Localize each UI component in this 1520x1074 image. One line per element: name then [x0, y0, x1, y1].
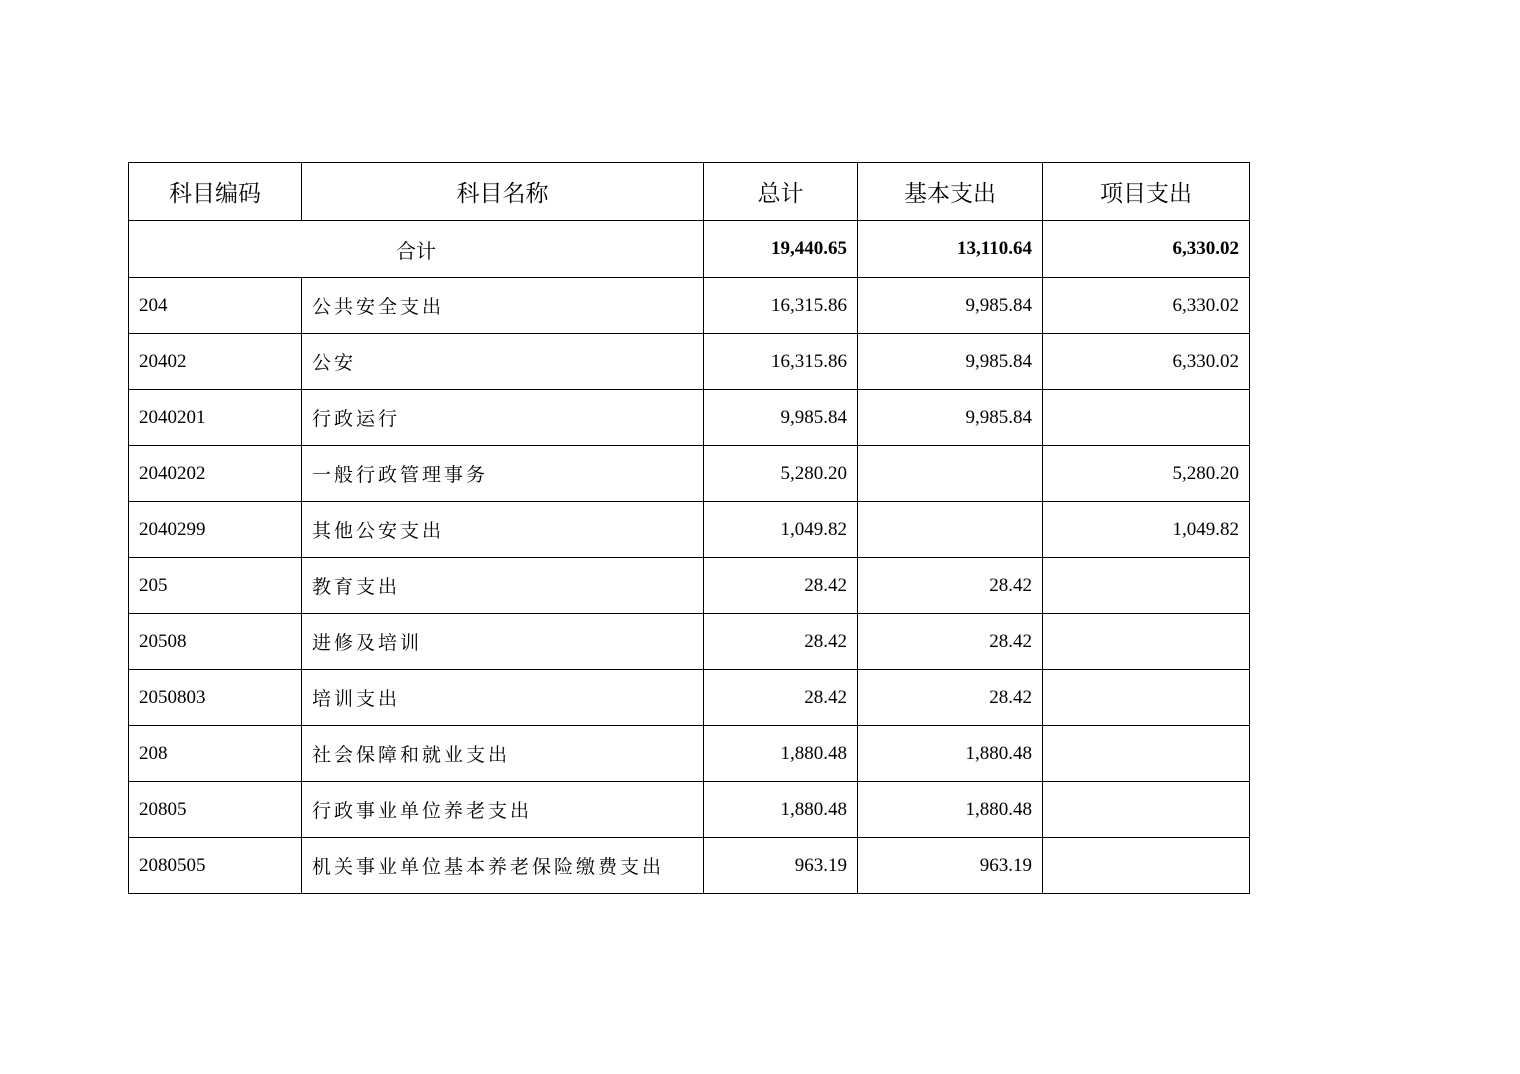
cell-total: 9,985.84	[704, 390, 858, 446]
cell-name: 行政运行	[302, 390, 704, 446]
grand-total-label: 合计	[129, 221, 704, 278]
cell-total: 963.19	[704, 838, 858, 894]
table-row	[129, 838, 1250, 894]
cell-total: 28.42	[704, 670, 858, 726]
table-row	[129, 446, 1250, 502]
cell-basic: 9,985.84	[858, 390, 1043, 446]
cell-total: 16,315.86	[704, 278, 858, 334]
cell-project	[1043, 614, 1250, 670]
cell-total: 28.42	[704, 614, 858, 670]
table-row	[129, 278, 1250, 334]
cell-name: 社会保障和就业支出	[302, 726, 704, 782]
cell-code: 2040201	[129, 390, 302, 446]
header-project: 项目支出	[1043, 163, 1250, 221]
cell-project	[1043, 782, 1250, 838]
cell-project	[1043, 390, 1250, 446]
cell-code: 208	[129, 726, 302, 782]
header-basic: 基本支出	[858, 163, 1043, 221]
cell-project	[1043, 558, 1250, 614]
cell-code: 20402	[129, 334, 302, 390]
cell-project	[1043, 726, 1250, 782]
cell-name: 公共安全支出	[302, 278, 704, 334]
table-row	[129, 390, 1250, 446]
cell-code: 2040202	[129, 446, 302, 502]
cell-basic: 9,985.84	[858, 278, 1043, 334]
cell-project: 6,330.02	[1043, 334, 1250, 390]
cell-project	[1043, 670, 1250, 726]
cell-total: 1,880.48	[704, 782, 858, 838]
cell-project: 1,049.82	[1043, 502, 1250, 558]
grand-total-total: 19,440.65	[704, 221, 858, 278]
cell-project: 5,280.20	[1043, 446, 1250, 502]
cell-name: 公安	[302, 334, 704, 390]
cell-total: 1,880.48	[704, 726, 858, 782]
cell-name: 教育支出	[302, 558, 704, 614]
cell-total: 1,049.82	[704, 502, 858, 558]
cell-name: 行政事业单位养老支出	[302, 782, 704, 838]
grand-total-project: 6,330.02	[1043, 221, 1250, 278]
cell-code: 2080505	[129, 838, 302, 894]
cell-basic	[858, 446, 1043, 502]
cell-basic: 28.42	[858, 670, 1043, 726]
cell-name: 进修及培训	[302, 614, 704, 670]
cell-total: 16,315.86	[704, 334, 858, 390]
cell-basic	[858, 502, 1043, 558]
header-name: 科目名称	[302, 163, 704, 221]
cell-basic: 28.42	[858, 614, 1043, 670]
table-row	[129, 782, 1250, 838]
cell-name: 培训支出	[302, 670, 704, 726]
cell-name: 其他公安支出	[302, 502, 704, 558]
header-total: 总计	[704, 163, 858, 221]
cell-name: 一般行政管理事务	[302, 446, 704, 502]
cell-project	[1043, 838, 1250, 894]
cell-basic: 28.42	[858, 558, 1043, 614]
cell-code: 205	[129, 558, 302, 614]
header-code: 科目编码	[129, 163, 302, 221]
table-row	[129, 726, 1250, 782]
cell-code: 204	[129, 278, 302, 334]
cell-code: 20805	[129, 782, 302, 838]
cell-basic: 963.19	[858, 838, 1043, 894]
table-row	[129, 614, 1250, 670]
grand-total-basic: 13,110.64	[858, 221, 1043, 278]
cell-total: 28.42	[704, 558, 858, 614]
table-row	[129, 558, 1250, 614]
cell-project: 6,330.02	[1043, 278, 1250, 334]
table-row	[129, 670, 1250, 726]
table-header-row	[129, 163, 1250, 221]
cell-code: 20508	[129, 614, 302, 670]
cell-total: 5,280.20	[704, 446, 858, 502]
cell-basic: 1,880.48	[858, 726, 1043, 782]
cell-code: 2050803	[129, 670, 302, 726]
cell-basic: 9,985.84	[858, 334, 1043, 390]
budget-expenditure-table	[128, 162, 1250, 894]
table-row	[129, 334, 1250, 390]
cell-name: 机关事业单位基本养老保险缴费支出	[302, 838, 704, 894]
cell-basic: 1,880.48	[858, 782, 1043, 838]
table-row	[129, 502, 1250, 558]
cell-code: 2040299	[129, 502, 302, 558]
grand-total-row	[129, 221, 1250, 278]
